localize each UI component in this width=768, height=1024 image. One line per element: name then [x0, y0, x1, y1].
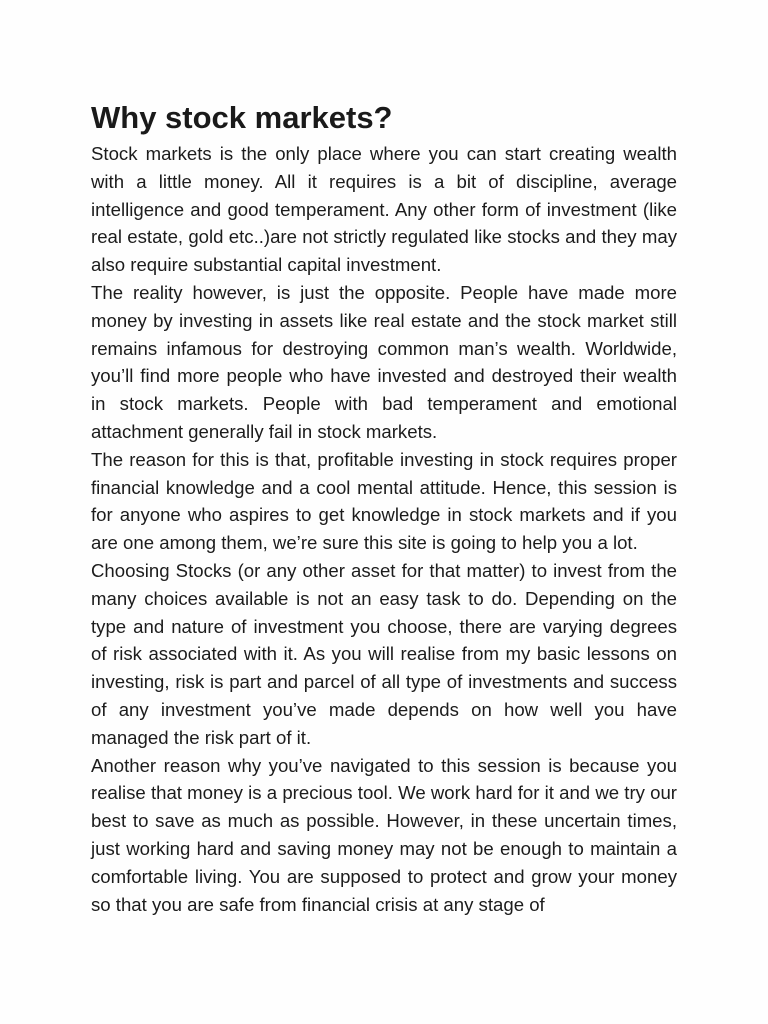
paragraph: Stock markets is the only place where you can start creating wealth with a little money. All it requires is a bit of discipline, average intelligence and good temperament. Any other form of investment (like real estate, gold etc..)are not strictly regulated like stocks and they may also require substantial capital investment.: [91, 143, 677, 276]
paragraph: Another reason why you’ve navigated to this session is because you realise that money is a precious tool. We work hard for it and we try our best to save as much as possible. However, in these uncertain times, just working hard and saving money may not be enough to maintain a comfortable living. You are supposed to protect and grow your money so that you are safe from financial crisis at any stage of: [91, 754, 677, 915]
page-title: Why stock markets?: [91, 100, 393, 135]
paragraph: The reality however, is just the opposite. People have made more money by investing in assets like real estate and the stock market still remains infamous for destroying common man’s wealth. Worldwide, you’ll find more people who have invested and destroyed their wealth in stock markets. People with bad temperament and emotional attachment generally fail in stock markets.: [91, 281, 677, 442]
paragraph: Choosing Stocks (or any other asset for that matter) to invest from the many choices available is not an easy task to do. Depending on the type and nature of investment you choose, there are varying degrees of risk associated with it. As you will realise from my basic lessons on investing, risk is part and parcel of all type of investments and success of any investment you’ve made depends on how well you have managed the risk part of it.: [91, 559, 677, 748]
paragraph: The reason for this is that, profitable investing in stock requires proper financial knowledge and a cool mental attitude. Hence, this session is for anyone who aspires to get knowledge in stock markets and if you are one among them, we’re sure this site is going to help you a lot.: [91, 448, 677, 554]
